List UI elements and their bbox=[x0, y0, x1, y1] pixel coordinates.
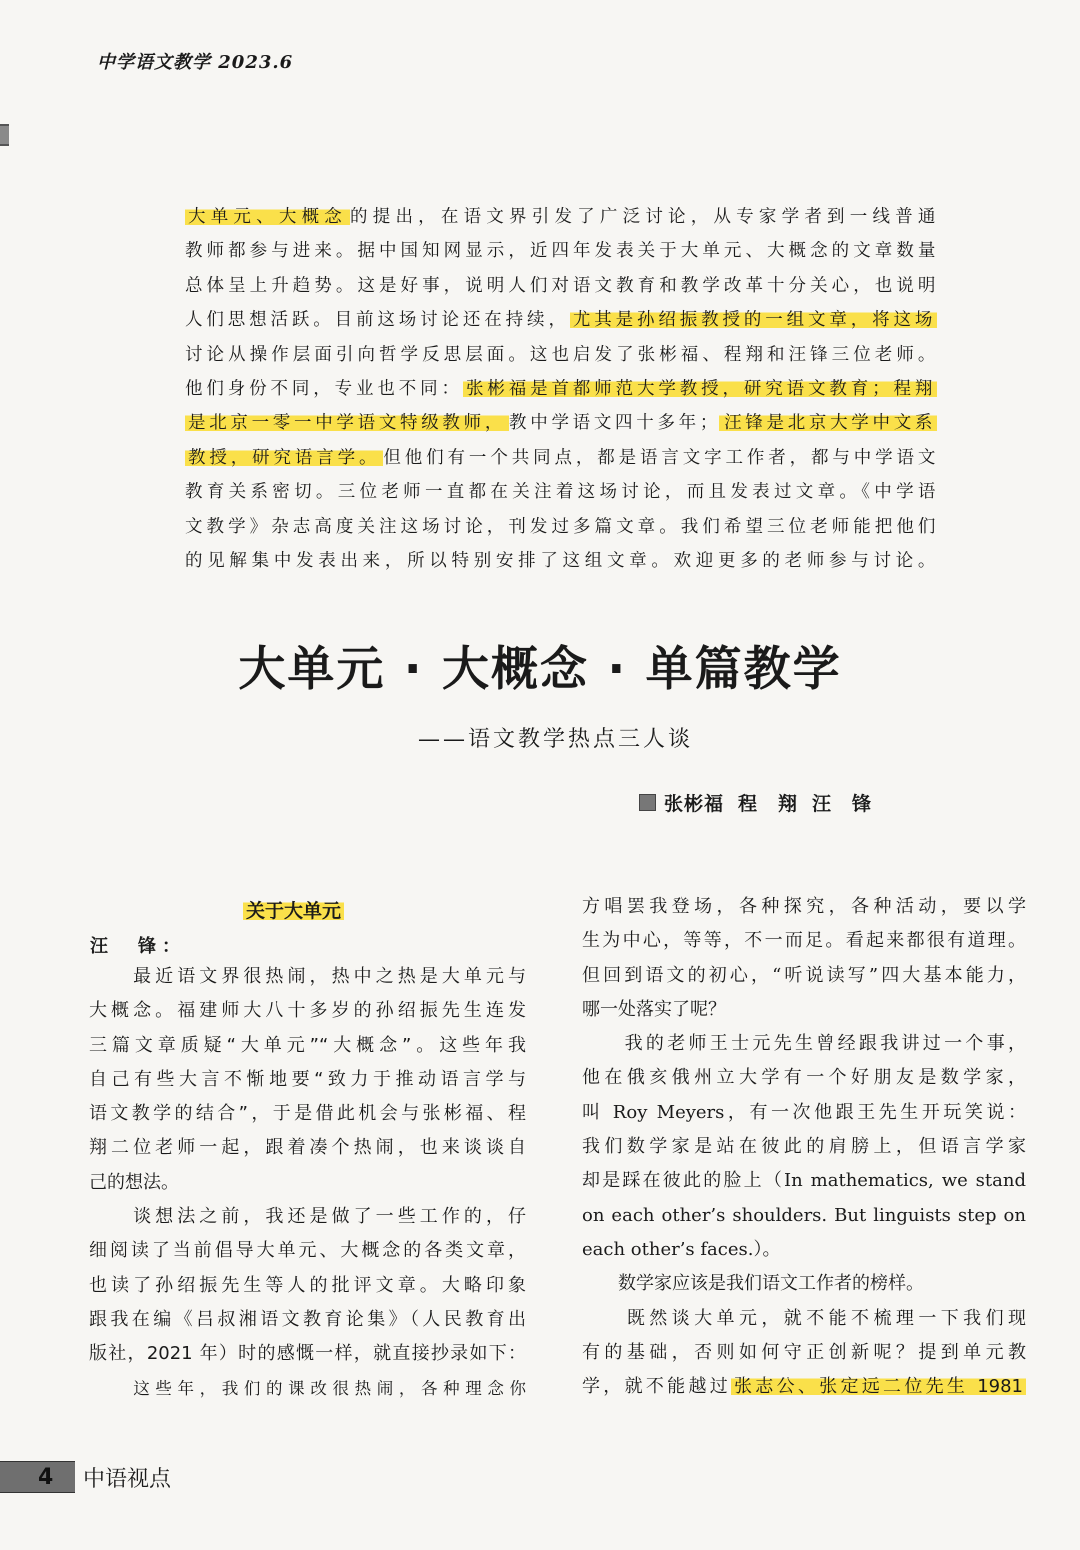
text-line bbox=[582, 1302, 1026, 1336]
author-name: 汪 锋 bbox=[812, 793, 873, 815]
edge-mark bbox=[0, 124, 9, 146]
section-heading: 关于大单元 bbox=[243, 896, 344, 923]
text-line bbox=[582, 1199, 1026, 1233]
highlighted-text: 大单元、大概念 bbox=[185, 207, 350, 227]
text-run: 方唱罢我登场，各种探究，各种活动，要以学 bbox=[582, 896, 1026, 917]
text-run: 有的基础，否则如何守正创新呢？提到单元教 bbox=[582, 1341, 1026, 1363]
text-line bbox=[582, 1061, 1026, 1095]
text-run: 我们数学家是站在彼此的肩膀上，但语言学家 bbox=[582, 1136, 1026, 1158]
text-run: 学，就不能越过 bbox=[582, 1376, 732, 1398]
highlighted-text: 尤其是孙绍振教授的一组文章，将这场 bbox=[570, 310, 937, 330]
text-run: 数学家应该是我们语文工作者的榜样。 bbox=[582, 1273, 924, 1295]
highlighted-text: 汪锋是北京大学中文系 bbox=[719, 413, 937, 433]
text-line bbox=[89, 1063, 526, 1097]
text-run: 版社，2021 年）时的感慨一样，就直接抄录如下： bbox=[89, 1343, 526, 1365]
text-line bbox=[185, 441, 937, 475]
page-number-bar bbox=[0, 1461, 75, 1493]
text-run: each other’s faces.）。 bbox=[582, 1238, 781, 1260]
text-line bbox=[89, 1097, 526, 1131]
text-line bbox=[89, 1200, 526, 1234]
text-run: 最近语文界很热闹，热中之热是大单元与 bbox=[89, 966, 526, 987]
text-line bbox=[89, 1269, 526, 1303]
text-run: 人们思想活跃。目前这场讨论还在持续， bbox=[185, 310, 570, 331]
text-line bbox=[89, 1337, 526, 1371]
text-line bbox=[582, 1336, 1026, 1370]
text-line bbox=[89, 1303, 526, 1337]
author-name: 张彬福 bbox=[664, 793, 725, 815]
page-number: 4 bbox=[38, 1464, 54, 1490]
text-run: 但他们有一个共同点，都是语言文字工作者，都与中学语文 bbox=[383, 447, 937, 468]
highlighted-text: 张志公、张定远二位先生 1981 bbox=[731, 1376, 1026, 1397]
text-line bbox=[582, 993, 1026, 1027]
text-line bbox=[89, 994, 526, 1028]
text-line bbox=[582, 1233, 1026, 1267]
text-line bbox=[582, 1027, 1026, 1061]
text-run: 跟我在编《吕叔湘语文教育论集》（人民教育出 bbox=[89, 1308, 526, 1330]
text-run: 但回到语文的初心，“听说读写”四大基本能力， bbox=[582, 964, 1026, 986]
text-run: on each other’s shoulders. But linguists step on bbox=[582, 1204, 1026, 1226]
column-name: 中语视点 bbox=[83, 1466, 172, 1492]
text-run: 生为中心，等等，不一而足。看起来都很有道理。 bbox=[582, 930, 1026, 952]
text-run: 讨论从操作层面引向哲学反思层面。这也启发了张彬福、程翔和汪锋三位老师。 bbox=[185, 344, 937, 365]
text-line bbox=[582, 890, 1026, 924]
right-column bbox=[582, 890, 1026, 1404]
text-run: 己的想法。 bbox=[89, 1171, 179, 1193]
text-line bbox=[582, 1096, 1026, 1130]
text-run: 总体呈上升趋势。这是好事，说明人们对语文教育和教学改革十分关心，也说明 bbox=[185, 275, 937, 296]
text-line bbox=[185, 475, 937, 509]
editor-intro bbox=[185, 200, 937, 578]
text-run: 三篇文章质疑“大单元”“大概念”。这些年我 bbox=[89, 1034, 526, 1056]
text-run: 的见解集中发表出来，所以特别安排了这组文章。欢迎更多的老师参与讨论。 bbox=[185, 550, 937, 571]
journal-header: 中学语文教学 2023.6 bbox=[97, 52, 294, 73]
text-run: 他在俄亥俄州立大学有一个好朋友是数学家， bbox=[582, 1067, 1026, 1089]
text-line bbox=[582, 924, 1026, 958]
text-run: 这些年，我们的课改很热闹，各种理念你 bbox=[89, 1378, 526, 1398]
text-line bbox=[582, 959, 1026, 993]
text-line bbox=[582, 1130, 1026, 1164]
text-line bbox=[582, 1164, 1026, 1198]
text-run: 却是踩在彼此的脸上（In mathematics, we stand bbox=[582, 1170, 1026, 1192]
text-line bbox=[582, 1370, 1026, 1404]
text-run: 文教学》杂志高度关注这场讨论，刊发过多篇文章。我们希望三位老师能把他们 bbox=[185, 516, 937, 537]
text-line bbox=[185, 269, 937, 303]
article-subtitle: ——语文教学热点三人谈 bbox=[418, 727, 694, 752]
text-line bbox=[89, 1029, 526, 1063]
text-run: 谈想法之前，我还是做了一些工作的，仔 bbox=[89, 1206, 526, 1228]
text-line bbox=[185, 406, 937, 440]
highlighted-text: 是北京一零一中学语文特级教师， bbox=[185, 413, 509, 433]
text-run: 叫 Roy Meyers，有一次他跟王先生开玩笑说： bbox=[582, 1101, 1026, 1123]
text-run: 教师都参与进来。据中国知网显示，近四年发表关于大单元、大概念的文章数量 bbox=[185, 241, 937, 262]
text-run: 大概念。福建师大八十多岁的孙绍振先生连发 bbox=[89, 1000, 526, 1022]
text-line bbox=[185, 544, 937, 578]
text-run: 翔二位老师一起，跟着凑个热闹，也来谈谈自 bbox=[89, 1137, 526, 1159]
highlighted-text: 张彬福是首都师范大学教授，研究语文教育；程翔 bbox=[463, 379, 937, 399]
text-line bbox=[185, 303, 937, 337]
text-run: 既然谈大单元，就不能不梳理一下我们现 bbox=[582, 1307, 1026, 1329]
text-line bbox=[185, 510, 937, 544]
author-name: 程 翔 bbox=[738, 793, 799, 815]
text-line bbox=[582, 1267, 1026, 1301]
text-line bbox=[185, 338, 937, 372]
text-run: 语文教学的结合”，于是借此机会与张彬福、程 bbox=[89, 1103, 526, 1125]
page-footer bbox=[0, 1461, 171, 1493]
text-run: 教育关系密切。三位老师一直都在关注着这场讨论，而且发表过文章。《中学语 bbox=[185, 482, 937, 503]
text-line bbox=[89, 1234, 526, 1268]
left-column bbox=[89, 960, 526, 1406]
text-line bbox=[89, 1372, 526, 1406]
author-line bbox=[639, 789, 872, 816]
highlighted-text: 教授，研究语言学。 bbox=[185, 448, 383, 468]
text-run: 我的老师王士元先生曾经跟我讲过一个事， bbox=[582, 1033, 1026, 1055]
text-line bbox=[89, 1131, 526, 1165]
speaker-label: 汪 锋： bbox=[90, 936, 186, 957]
author-marker-icon bbox=[639, 794, 656, 811]
text-run: 自己有些大言不惭地要“致力于推动语言学与 bbox=[89, 1068, 526, 1090]
text-line bbox=[185, 200, 937, 234]
text-line bbox=[89, 1166, 526, 1200]
text-line bbox=[185, 234, 937, 268]
text-line bbox=[185, 372, 937, 406]
text-run: 他们身份不同，专业也不同： bbox=[185, 378, 463, 399]
text-run: 细阅读了当前倡导大单元、大概念的各类文章， bbox=[89, 1240, 526, 1262]
text-run: 教中学语文四十多年； bbox=[509, 413, 719, 434]
text-run: 哪一处落实了呢？ bbox=[582, 998, 726, 1020]
text-line bbox=[89, 960, 526, 994]
article-title: 大单元 · 大概念 · 单篇教学 bbox=[238, 642, 842, 697]
text-run: 的提出，在语文界引发了广泛讨论，从专家学者到一线普通 bbox=[350, 207, 937, 227]
text-run: 也读了孙绍振先生等人的批评文章。大略印象 bbox=[89, 1274, 526, 1296]
